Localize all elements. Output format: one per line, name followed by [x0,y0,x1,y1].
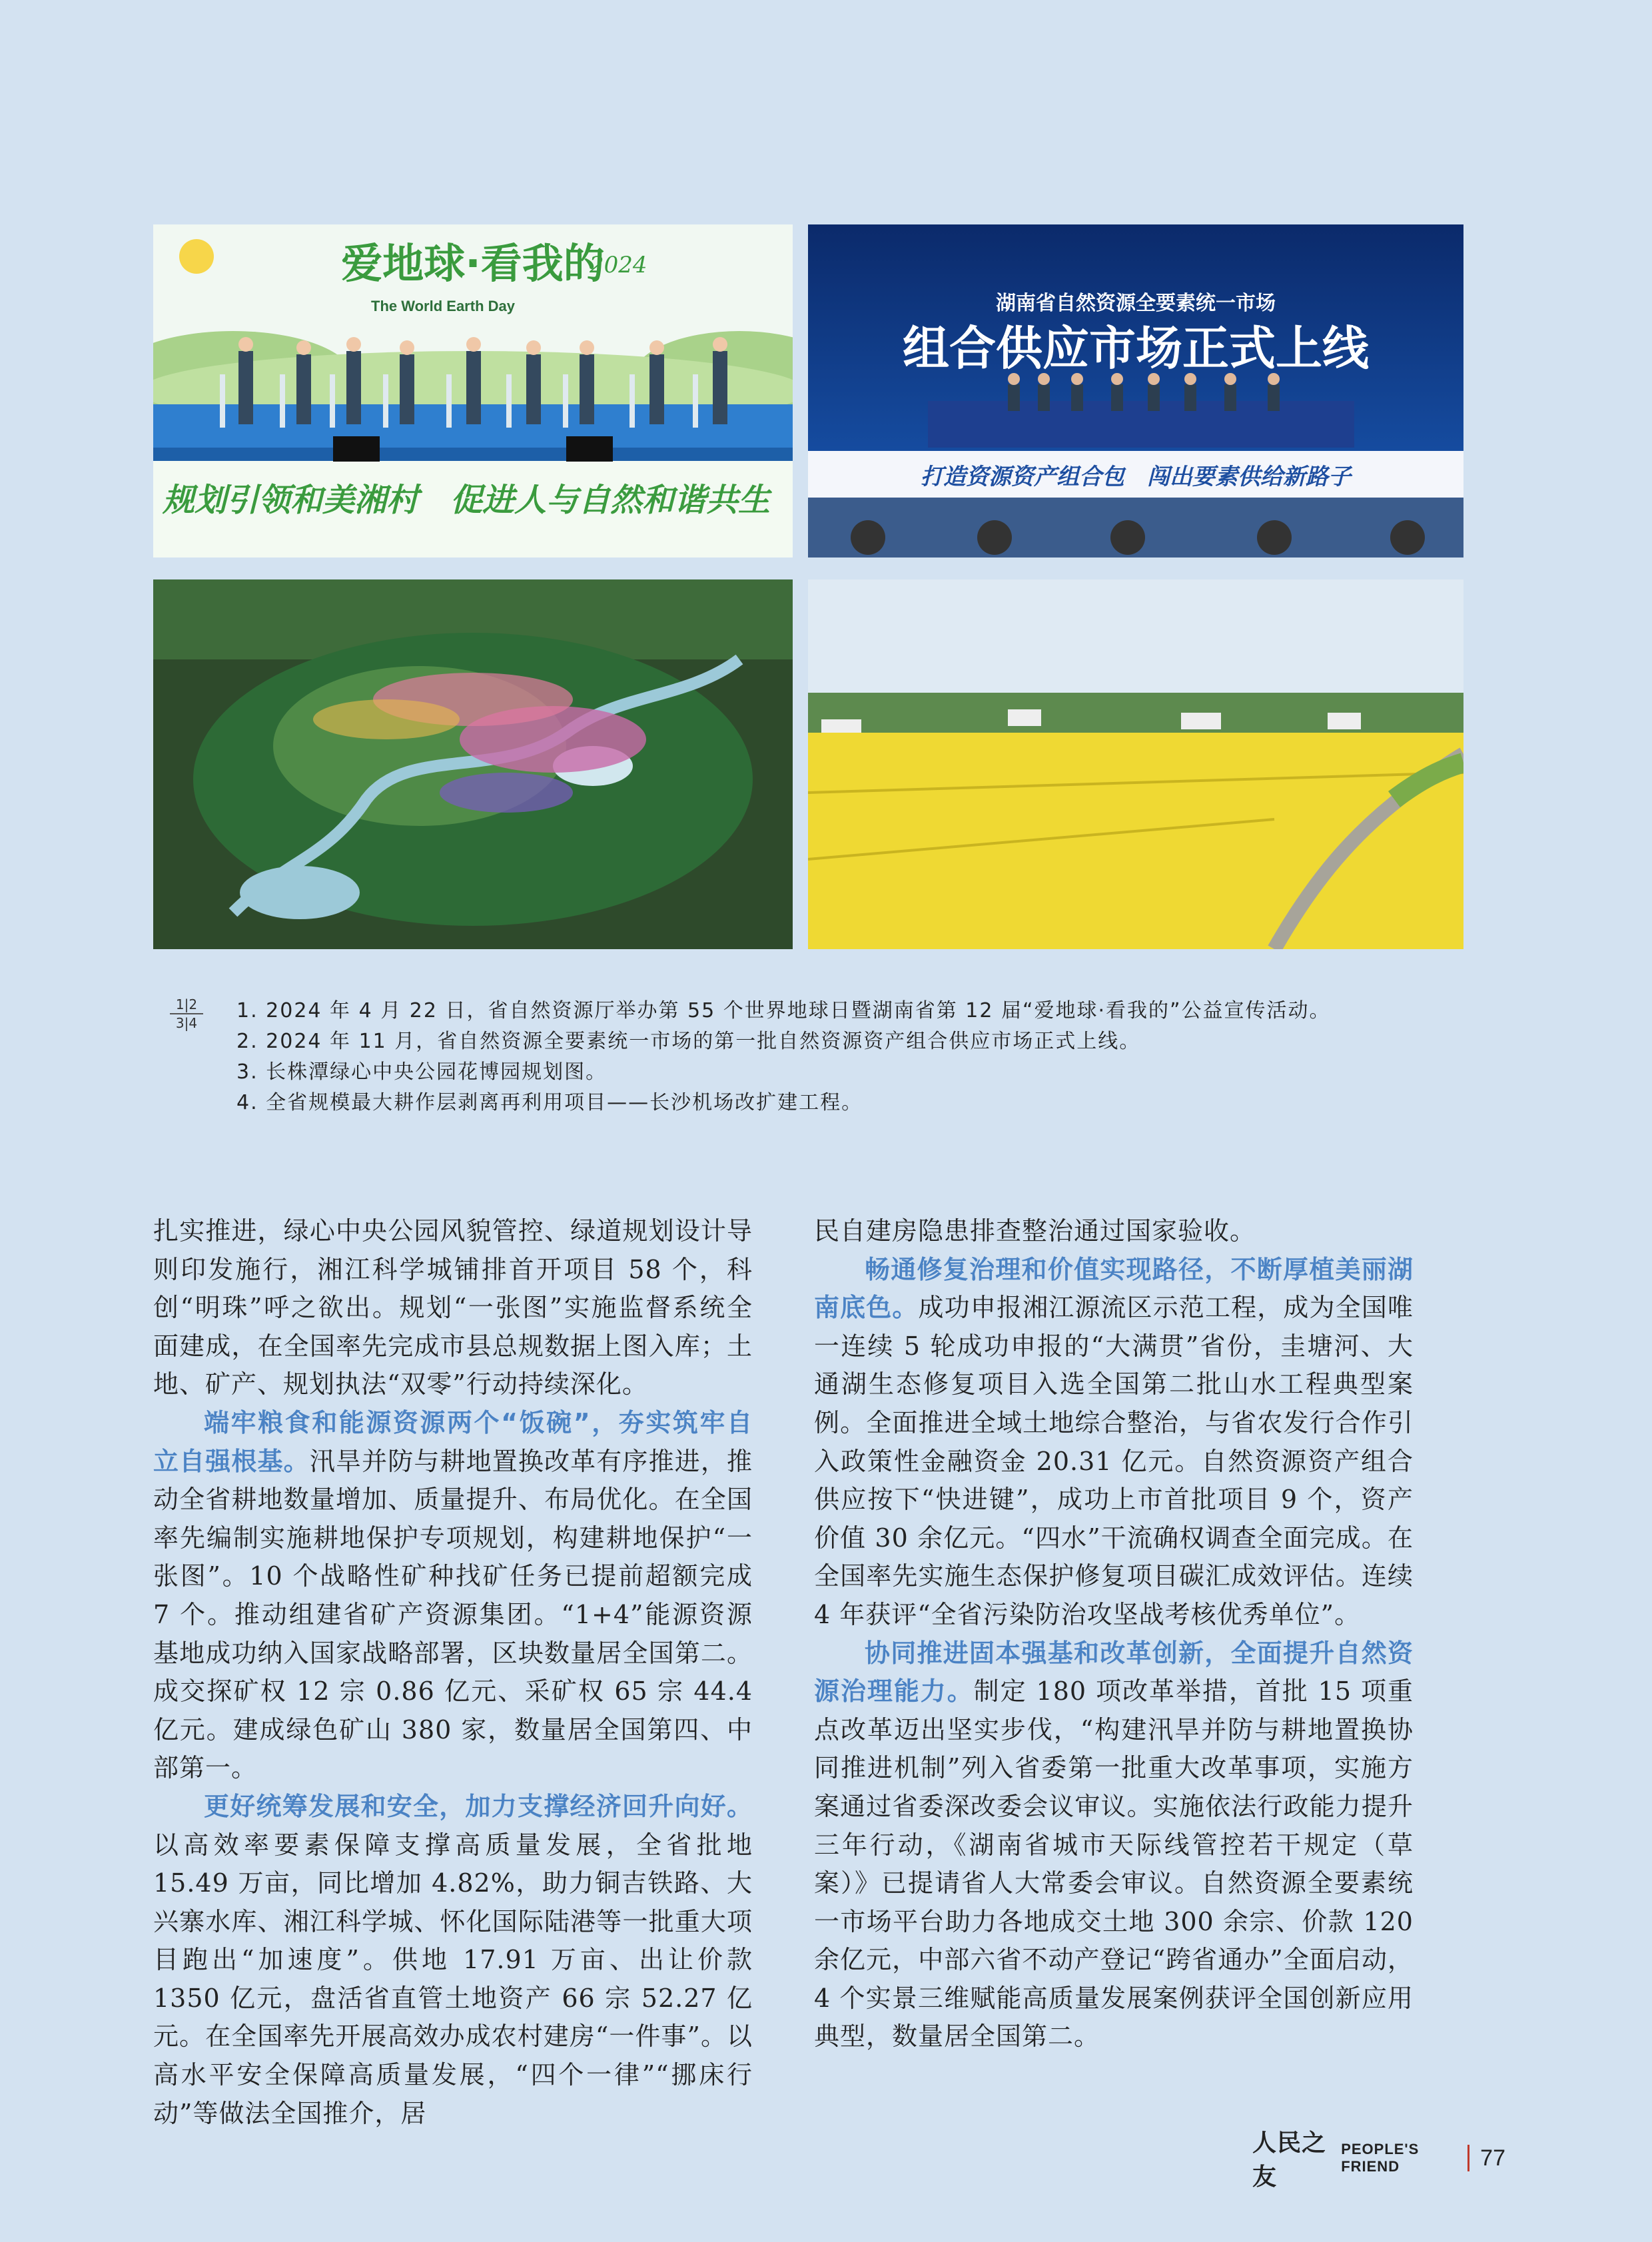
paragraph-body: 成功申报湘江源流区示范工程，成为全国唯一连续 5 轮成功申报的“大满贯”省份，圭塘河、大通湖生态修复项目入选全国第二批山水工程典型案例。全面推进全域土地综合整治，与省农发行合作引入政策性金融资金 20.31 亿元。自然资源资产组合供应按下“快进键”，成功上市首批项目 9 个，资产价值 30 余亿元。“四水”干流确权调查全面完成。在全国率先实施生态保护修复项目碳汇成效评估。连续 4 年获评“全省污染防治攻坚战考核优秀单位”。 [814,1293,1414,1629]
section-heading: 端牢粮食和能源资源两个“饭碗”，夯实筑牢自立自强根基。 [153,1407,753,1476]
paragraph: 民自建房隐患排查整治通过国家验收。 [814,1216,1256,1246]
caption-index-grid [170,996,203,1032]
paragraph: 扎实推进，绿心中央公园风貌管控、绿道规划设计导则印发施行，湘江科学城铺排首开项目 58 个，科创“明珠”呼之欲出。规划“一张图”实施监督系统全面建成，在全国率先完成市县总规数据上图入库；土地、矿产、规划执法“双零”行动持续深化。 [153,1216,753,1399]
article-column-left [153,1212,753,2133]
photo-market-launch [808,224,1463,558]
magazine-name: 人民之友 [1252,2129,1327,2191]
paragraph [814,1635,1414,2057]
earth-day-banner: 规划引领和美湘村 促进人与自然和谐共生 [162,482,771,519]
paragraph [814,1251,1414,1635]
section-heading: 协同推进固本强基和改革创新，全面提升自然资源治理能力。 [814,1638,1414,1706]
earth-day-title: 爱地球·看我的 [341,239,605,288]
caption-1: 1. 2024 年 4 月 22 日，省自然资源厅举办第 55 个世界地球日暨湖南省第 12 届“爱地球·看我的”公益宣传活动。 [236,999,1331,1022]
page-footer [1252,2129,1505,2191]
caption-index-top: 1|2 [170,996,203,1014]
photo-park-plan-aerial [153,579,793,949]
page-number: 77 [1480,2145,1505,2171]
paragraph [153,1404,753,1788]
photo-earth-day-event [153,224,793,558]
caption-index-bottom: 3|4 [175,1015,198,1031]
launch-headline-small: 湖南省自然资源全要素统一市场 [996,292,1276,315]
paragraph-body: 汛旱并防与耕地置换改革有序推进，推动全省耕地数量增加、质量提升、布局优化。在全国率先编制实施耕地保护专项规划，构建耕地保护“一张图”。10 个战略性矿种找矿任务已提前超额完成 7 个。推动组建省矿产资源集团。“1+4”能源资源基地成功纳入国家战略部署，区块数量居全国第二。成交探矿权 12 宗 0.86 亿元、采矿权 65 宗 44.4 亿元。建成绿色矿山 380 家，数量居全国第四、中部第一。 [153,1446,753,1783]
earth-day-sub: The World Earth Day [371,298,515,314]
article-column-right [814,1212,1414,2056]
paragraph-body: 制定 180 项改革举措，首批 15 项重点改革迈出坚实步伐，“构建汛旱并防与耕地置换协同推进机制”列入省委第一批重大改革事项，实施方案通过省委深改委会议审议。实施依法行政能力提升三年行动，《湖南省城市天际线管控若干规定（草案）》已提请省人大常委会审议。自然资源全要素统一市场平台助力各地成交土地 300 余宗、价款 120 余亿元，中部六省不动产登记“跨省通办”全面启动，4 个实景三维赋能高质量发展案例获评全国创新应用典型，数量居全国第二。 [814,1677,1414,2052]
launch-stage-slogan: 打造资源资产组合包 闯出要素供给新路子 [921,464,1351,490]
paragraph [153,1788,753,2133]
earth-day-year: 2024 [590,252,647,278]
caption-3: 3. 长株潭绿心中央公园花博园规划图。 [236,1060,608,1084]
paragraph-body: 以高效率要素保障支撑高质量发展，全省批地 15.49 万亩，同比增加 4.82%，助力铜吉铁路、大兴寨水库、湘江科学城、怀化国际陆港等一批重大项目跑出“加速度”。供地 17.91 万亩、出让价款 1350 亿元，盘活省直管土地资产 66 宗 52.27 亿元。在全国率先开展高效办成农村建房“一件事”。以高水平安全保障高质量发展，“四个一律”“挪床行动”等做法全国推介，居 [153,1830,753,2128]
section-heading: 更好统筹发展和安全，加力支撑经济回升向好。 [204,1791,753,1821]
caption-2: 2. 2024 年 11 月，省自然资源全要素统一市场的第一批自然资源资产组合供应市场正式上线。 [236,1030,1141,1053]
section-heading: 畅通修复治理和价值实现路径，不断厚植美丽湖南底色。 [814,1254,1414,1323]
caption-4: 4. 全省规模最大耕作层剥离再利用项目——长沙机场改扩建工程。 [236,1091,863,1114]
footer-divider [1467,2145,1469,2171]
launch-headline-big: 组合供应市场正式上线 [903,321,1369,376]
photo-rapeseed-fields [808,579,1463,949]
caption-list [236,996,1436,1118]
magazine-name-en: PEOPLE'S FRIEND [1341,2141,1420,2175]
